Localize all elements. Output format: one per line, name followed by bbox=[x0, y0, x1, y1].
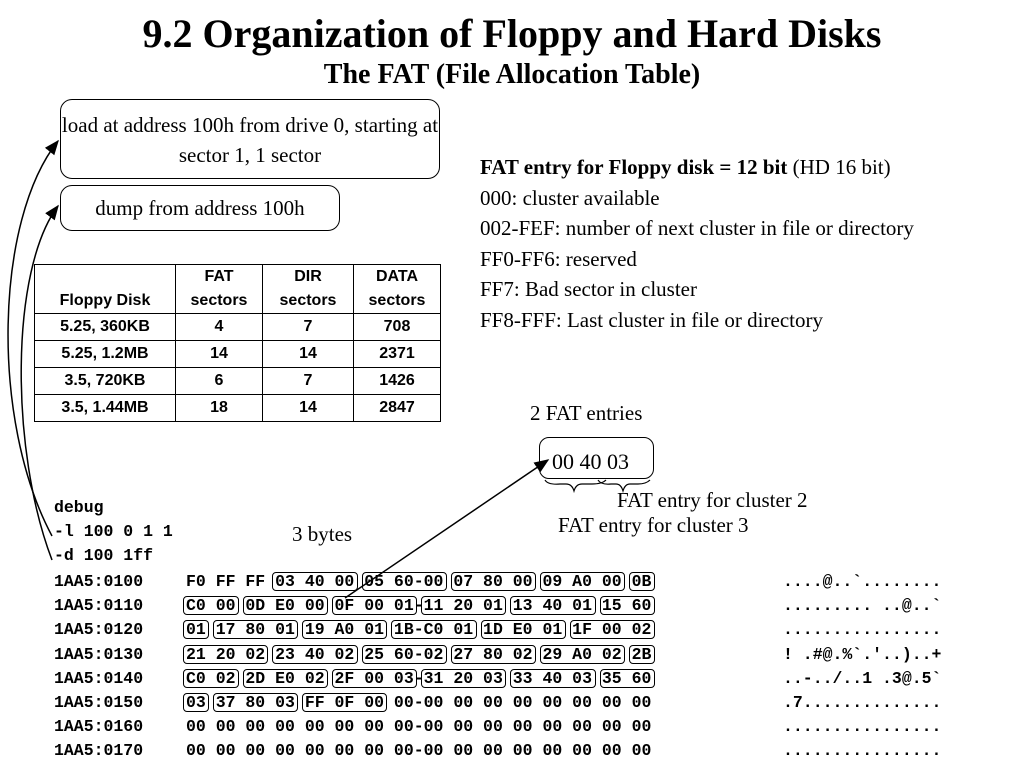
table-cell: 14 bbox=[263, 341, 354, 368]
dump-address: 1AA5:0110 bbox=[54, 596, 144, 616]
fat-group-box bbox=[600, 596, 656, 615]
cluster3-label: FAT entry for cluster 3 bbox=[558, 513, 749, 537]
dump-command: -d 100 1ff bbox=[54, 546, 154, 565]
fat-group-box bbox=[213, 693, 298, 712]
fat-info-heading bbox=[480, 152, 914, 183]
table-cell: 1426 bbox=[354, 368, 441, 395]
table-cell: 14 bbox=[176, 341, 263, 368]
fat-group-box bbox=[629, 645, 655, 664]
fat-group-box bbox=[451, 645, 536, 664]
fat-info-line: FF0-FF6: reserved bbox=[480, 246, 637, 271]
page-title: 9.2 Organization of Floppy and Hard Disks bbox=[142, 11, 882, 56]
fat-info-heading-rest: (HD 16 bit) bbox=[787, 155, 891, 179]
fat-entry-info bbox=[480, 152, 914, 335]
table-header-cell: Floppy Disk bbox=[35, 289, 176, 314]
fat-info-heading-bold: FAT entry for Floppy disk = 12 bit bbox=[480, 155, 788, 179]
fat-group-box bbox=[570, 620, 655, 639]
dump-ascii: ....@..`........ bbox=[783, 572, 942, 591]
fat-info-line: 002-FEF: number of next cluster in file or directory bbox=[480, 216, 914, 240]
table-cell: 4 bbox=[176, 314, 263, 341]
two-fat-entries-label: 2 FAT entries bbox=[530, 401, 643, 425]
three-bytes-label: 3 bytes bbox=[292, 522, 353, 546]
dump-hex-bytes: 01 17 80 01 19 A0 01 1B-C0 01 1D E0 01 1F 00 02 bbox=[186, 620, 652, 640]
dump-address: 1AA5:0130 bbox=[54, 644, 144, 664]
fat-group-box bbox=[540, 572, 625, 591]
fat-group-box bbox=[629, 572, 655, 591]
dump-hex-bytes: 21 20 02 23 40 02 25 60-02 27 80 02 29 A0 02 2B bbox=[186, 644, 652, 664]
table-row bbox=[35, 314, 441, 341]
fat-info-line: 000: cluster available bbox=[480, 185, 660, 210]
fat-group-box bbox=[183, 620, 209, 639]
fat-group-box bbox=[183, 693, 209, 712]
dump-ascii: ................ bbox=[783, 717, 942, 737]
cluster2-label: FAT entry for cluster 2 bbox=[617, 488, 808, 512]
dump-address: 1AA5:0160 bbox=[54, 717, 144, 737]
dump-address: 1AA5:0170 bbox=[54, 741, 144, 761]
table-cell: 3.5, 720KB bbox=[35, 368, 176, 395]
dump-hex-bytes: C0 00 0D E0 00 0F 00 01-11 20 01 13 40 01 15 60 bbox=[186, 596, 652, 616]
table-cell: 7 bbox=[263, 368, 354, 395]
fat-group-box bbox=[362, 572, 447, 591]
dump-ascii: ! .#@.%`.'..)..+ bbox=[783, 644, 942, 664]
fat-group-box bbox=[481, 620, 566, 639]
dump-ascii: .7.............. bbox=[783, 693, 942, 712]
brace-cluster2 bbox=[545, 480, 606, 491]
table-cell: 708 bbox=[354, 314, 441, 341]
dump-address: 1AA5:0100 bbox=[54, 572, 144, 591]
dump-address: 1AA5:0150 bbox=[54, 693, 144, 712]
table-cell: 14 bbox=[263, 395, 354, 422]
dump-hex-bytes: 00 00 00 00 00 00 00 00-00 00 00 00 00 00 00 00 bbox=[186, 717, 652, 737]
fat-group-box bbox=[183, 645, 268, 664]
dump-callout: dump from address 100h bbox=[60, 185, 340, 231]
fat-group-box bbox=[362, 645, 447, 664]
fat-group-box bbox=[183, 669, 239, 688]
fat-group-box bbox=[391, 620, 476, 639]
table-header-cell bbox=[35, 265, 176, 290]
dump-address: 1AA5:0140 bbox=[54, 668, 144, 688]
table-cell: 3.5, 1.44MB bbox=[35, 395, 176, 422]
table-header-cell: FAT bbox=[176, 265, 263, 290]
fat-group-box bbox=[302, 693, 387, 712]
dump-hex-bytes: C0 02 2D E0 02 2F 00 03-31 20 03 33 40 03 35 60 bbox=[186, 668, 652, 688]
fat-group-box bbox=[332, 669, 417, 688]
table-cell: 5.25, 1.2MB bbox=[35, 341, 176, 368]
fat-group-box bbox=[183, 596, 239, 615]
fat-group-box bbox=[510, 669, 595, 688]
load-callout: load at address 100h from drive 0, starting at sector 1, 1 sector bbox=[60, 99, 440, 179]
table-cell: 2847 bbox=[354, 395, 441, 422]
dump-hex-bytes: 03 37 80 03 FF 0F 00 00-00 00 00 00 00 00 00 00 bbox=[186, 693, 652, 712]
dump-ascii: ..-../..1 .3@.5` bbox=[783, 668, 942, 688]
fat-group-box bbox=[421, 669, 506, 688]
dump-ascii: ................ bbox=[783, 741, 942, 761]
dump-address: 1AA5:0120 bbox=[54, 620, 144, 640]
table-header-row bbox=[35, 289, 441, 314]
table-cell: 2371 bbox=[354, 341, 441, 368]
dump-ascii: ......... ..@..` bbox=[783, 596, 942, 616]
table-cell: 6 bbox=[176, 368, 263, 395]
fat-bytes-text: 00 40 03 bbox=[552, 449, 629, 474]
table-row bbox=[35, 368, 441, 395]
fat-group-box bbox=[540, 645, 625, 664]
table-header-cell: sectors bbox=[354, 289, 441, 314]
table-header-cell: sectors bbox=[176, 289, 263, 314]
fat-group-box bbox=[600, 669, 656, 688]
table-cell: 7 bbox=[263, 314, 354, 341]
fat-group-box bbox=[302, 620, 387, 639]
floppy-disk-table bbox=[34, 264, 441, 422]
page-subtitle: The FAT (File Allocation Table) bbox=[323, 59, 701, 90]
fat-group-box bbox=[213, 620, 298, 639]
fat-group-box bbox=[451, 572, 536, 591]
table-header-cell: DIR bbox=[263, 265, 354, 290]
fat-group-box bbox=[510, 596, 595, 615]
dump-hex-bytes: F0 FF FF 03 40 00 05 60-00 07 80 00 09 A0 00 0B bbox=[186, 572, 652, 591]
debug-command: debug bbox=[54, 498, 104, 517]
fat-info-line: FF8-FFF: Last cluster in file or directory bbox=[480, 307, 823, 332]
table-header-cell: DATA bbox=[354, 265, 441, 290]
load-command: -l 100 0 1 1 bbox=[54, 522, 173, 541]
table-row bbox=[35, 341, 441, 368]
dump-hex-bytes: 00 00 00 00 00 00 00 00-00 00 00 00 00 00 00 00 bbox=[186, 741, 652, 761]
fat-group-box bbox=[243, 669, 328, 688]
fat-group-box bbox=[272, 572, 357, 591]
table-header-row bbox=[35, 265, 441, 290]
dump-ascii: ................ bbox=[783, 620, 942, 640]
table-row bbox=[35, 395, 441, 422]
fat-group-box bbox=[332, 596, 417, 615]
fat-group-box bbox=[272, 645, 357, 664]
fat-group-box bbox=[421, 596, 506, 615]
table-cell: 18 bbox=[176, 395, 263, 422]
fat-info-line: FF7: Bad sector in cluster bbox=[480, 277, 697, 301]
table-header-cell: sectors bbox=[263, 289, 354, 314]
table-cell: 5.25, 360KB bbox=[35, 314, 176, 341]
fat-group-box bbox=[243, 596, 328, 615]
